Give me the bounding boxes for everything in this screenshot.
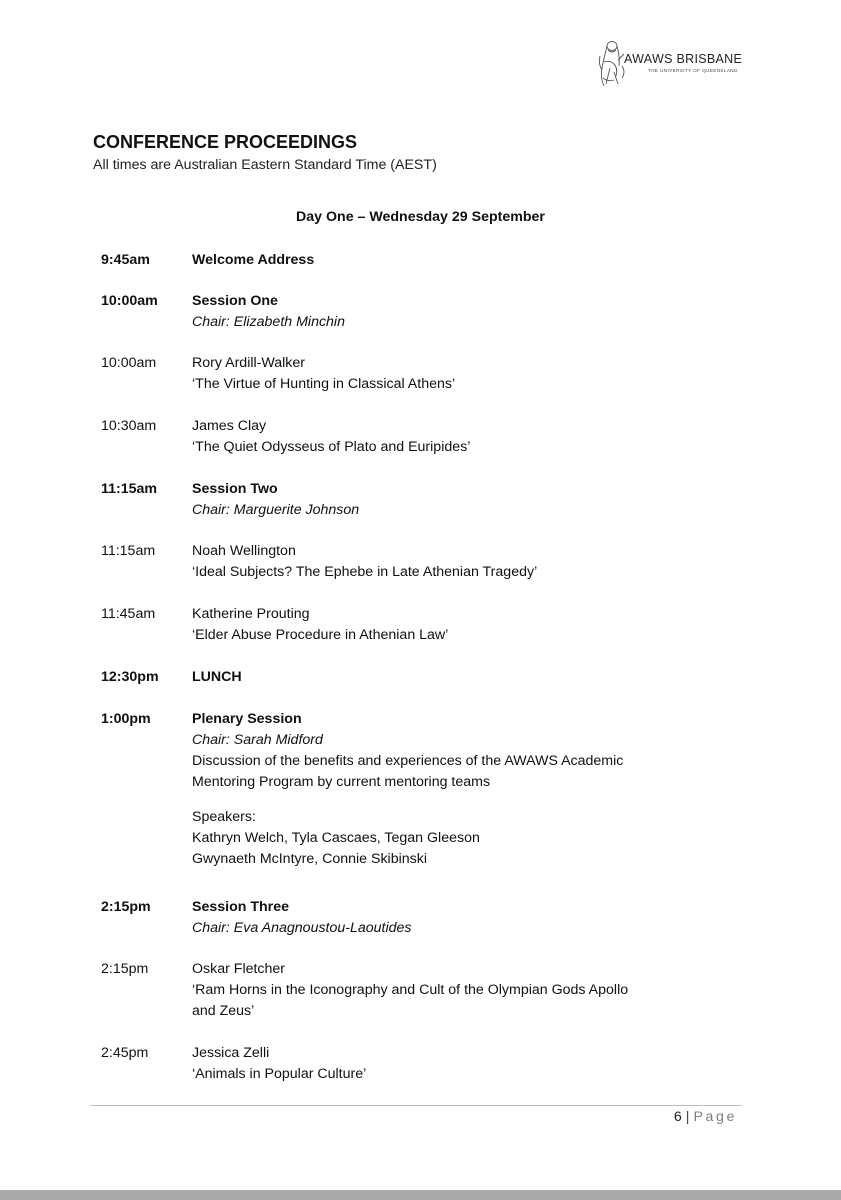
entry-title: Session One — [192, 293, 278, 309]
entry-time: 11:15am — [101, 481, 158, 497]
entry-time: 11:45am — [101, 606, 156, 622]
day-heading: Day One – Wednesday 29 September — [296, 209, 545, 225]
entry-time: 12:30pm — [101, 669, 159, 685]
awaws-logo — [594, 38, 744, 88]
entry-description: Mentoring Program by current mentoring teams — [192, 774, 491, 790]
entry-chair: Chair: Marguerite Johnson — [192, 502, 360, 518]
viewer-bottom-bar — [0, 1190, 841, 1200]
entry-talk-title: ‘Ideal Subjects? The Ephebe in Late Athenian Tragedy’ — [192, 564, 538, 580]
entry-chair: Chair: Sarah Midford — [192, 732, 323, 748]
entry-time: 11:15am — [101, 543, 156, 559]
entry-speakers: Kathryn Welch, Tyla Cascaes, Tegan Gleeson — [192, 830, 480, 846]
entry-speakers-label: Speakers: — [192, 809, 256, 825]
entry-time: 2:15pm — [101, 961, 149, 977]
entry-speakers: Gwynaeth McIntyre, Connie Skibinski — [192, 851, 427, 867]
logo-subtitle: THE UNIVERSITY OF QUEENSLAND — [648, 68, 738, 73]
entry-chair: Chair: Eva Anagnoustou-Laoutides — [192, 920, 412, 936]
spacer — [192, 793, 712, 807]
entry-title: Plenary Session — [192, 711, 302, 727]
entry-talk-title: ‘Elder Abuse Procedure in Athenian Law’ — [192, 627, 449, 643]
page-title: CONFERENCE PROCEEDINGS — [93, 132, 358, 152]
entry-title: Session Two — [192, 481, 278, 497]
entry-time: 10:00am — [101, 293, 158, 309]
entry-talk-title: ‘The Virtue of Hunting in Classical Athens’ — [192, 376, 456, 392]
entry-talk-title: and Zeus’ — [192, 1003, 255, 1019]
page-label: Page — [693, 1109, 737, 1125]
entry-speaker: Oskar Fletcher — [192, 961, 286, 977]
entry-speaker: James Clay — [192, 418, 267, 434]
page-subtitle: All times are Australian Eastern Standard Time (AEST) — [93, 157, 437, 173]
entry-title: Welcome Address — [192, 252, 315, 268]
entry-speaker: Rory Ardill-Walker — [192, 355, 305, 371]
page-separator: | — [685, 1109, 690, 1125]
footer-divider — [90, 1105, 742, 1106]
entry-time: 1:00pm — [101, 711, 151, 727]
entry-speaker: Jessica Zelli — [192, 1045, 270, 1061]
entry-talk-title: ‘Animals in Popular Culture’ — [192, 1066, 367, 1082]
entry-speaker: Noah Wellington — [192, 543, 296, 559]
entry-time: 2:45pm — [101, 1045, 149, 1061]
entry-time: 10:30am — [101, 418, 157, 434]
entry-time: 9:45am — [101, 252, 150, 268]
entry-speaker: Katherine Prouting — [192, 606, 310, 622]
entry-time: 2:15pm — [101, 899, 151, 915]
page-number-footer — [674, 1109, 737, 1125]
entry-talk-title: ‘The Quiet Odysseus of Plato and Euripides’ — [192, 439, 471, 455]
page-number: 6 — [673, 1109, 682, 1125]
entry-time: 10:00am — [101, 355, 157, 371]
entry-chair: Chair: Elizabeth Minchin — [192, 314, 345, 330]
entry-title: Session Three — [192, 899, 289, 915]
entry-description: Discussion of the benefits and experiences of the AWAWS Academic — [192, 753, 624, 769]
entry-title: LUNCH — [192, 669, 242, 685]
entry-talk-title: ‘Ram Horns in the Iconography and Cult of the Olympian Gods Apollo — [192, 982, 629, 998]
logo-title: AWAWS BRISBANE — [624, 52, 743, 66]
